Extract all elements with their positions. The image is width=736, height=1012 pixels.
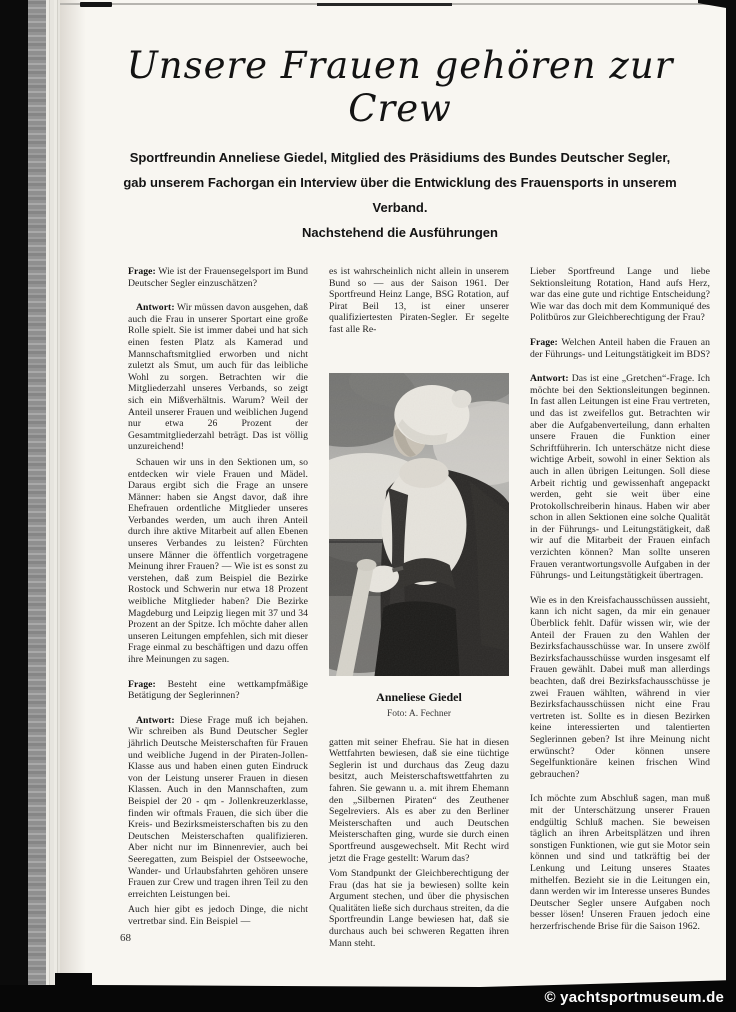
question-paragraph [128, 679, 308, 702]
paragraph-text: Vom Standpunkt der Gleichberechtigung der Frau (das hat sie ja bewiesen) sollte kein Argument stechen, und über die physischen Qualitäten ließe sich durchaus streiten, da die Sportfreundin Lange bewiesen hat, daß sie durchaus auch bei schweren Regatten ihren Mann steht. [329, 868, 509, 949]
answer-label: Antwort: [136, 714, 175, 726]
subtitle-line: Nachstehend die Ausführungen [302, 225, 498, 240]
paragraph-text: Welchen Anteil haben die Frauen an der Führungs- und Leitungstätigkeit im BDS? [530, 336, 711, 360]
article-title: Unsere Frauen gehören zur Crew [126, 44, 674, 130]
article-paragraph [128, 457, 308, 666]
paragraph-text: Lieber Sportfreund Lange und liebe Sektionsleitung Rotation, Hand aufs Herz, war das eine gute und richtige Entscheidung? Wie war das doch mit dem Kommuniqué des Politbüros zur Gleichberechtigung der Frau? [530, 266, 710, 324]
watermark-text: © yachtsportmuseum.de [544, 989, 724, 1006]
question-paragraph [530, 337, 710, 360]
paragraph-text: es ist wahrscheinlich nicht allein in unserem Bund so — aus der Saison 1961. Der Sportfreund Heinz Lange, BSG Rotation, auf Pirat Beil 13, ist einer unserer qualifiziertesten Piraten-Segler. Er segelte fast alle Re- [329, 266, 509, 335]
article-paragraph [530, 266, 710, 324]
answer-label: Antwort: [530, 373, 569, 385]
column-left [128, 266, 308, 953]
answer-paragraph [128, 715, 308, 901]
article-paragraph [329, 737, 509, 865]
paragraph-text: Ich möchte zum Abschluß sagen, man muß mit der Unterschätzung unserer Frauen endgültig Schluß machen. Sie beweisen täglich an ihren Arbeitsplätzen und ihren sonstigen Funktionen, wie gut sie Motor sein können und sind und tatkräftig bei der Lenkung und Leitung unseres Staates mithelfen. Bezieht sie in die Leitungen ein, dann werden wir im Interesse unseres Bundes Deutscher Segler unsere Aufgaben noch besser lösen! Unseren Frauen jedoch eine herzerfrischende Brise für die Saison 1962. [530, 793, 710, 932]
book-page-stack-edge [28, 0, 46, 1012]
page-number: 68 [120, 932, 131, 944]
photo-caption: Anneliese Giedel [376, 689, 462, 704]
article-paragraph [530, 595, 710, 781]
scan-artifact-mark [317, 3, 452, 6]
question-label: Frage: [530, 336, 558, 348]
book-right-black-edge [726, 0, 736, 1012]
subtitle-line: Sportfreundin Anneliese Giedel, Mitglied des Präsidiums des Bundes Deutscher Segler, [129, 150, 671, 165]
portrait-photo [329, 373, 509, 676]
portrait-photo-figure [329, 373, 509, 719]
article-paragraph [329, 266, 509, 336]
paragraph-text: Auch hier gibt es jedoch Dinge, die nicht vertretbar sind. Ein Beispiel — [128, 904, 308, 927]
photo-credit: Foto: A. Fechner [386, 708, 452, 719]
article-paragraph [329, 868, 509, 949]
paragraph-text: Besteht eine wettkampfmäßige Betätigung der Seglerinnen? [128, 678, 308, 702]
article-columns [128, 266, 710, 953]
paragraph-text: Schauen wir uns in den Sektionen um, so entdecken wir viele Frauen und Mädel. Daraus ergibt sich die Frage an unsere Männer: haben sie Angst davor, daß ihre Ehefrauen ordentliche Mitglieder unseres Verbandes werden, um auch ihren Anteil durch ihre aktive Mitarbeit auf allen Ebenen unseres Verbandes zu leisten? Fürchten unsere Männer die öffentlich vorgetragene Meinung ihrer Frauen? — Wie ist es sonst zu verstehen, daß zum Beispiel die Bezirke Rostock und Schwerin nur etwa 18 Prozent weibliche Mitglieder haben? Die Bezirke Magdeburg und Leipzig liegen mit 37 und 34 Prozent an der Spitze. Ich möchte daher allen unseren Leitungen empfehlen, sich mit dieser Frage einmal zu beschäftigen und dazu offen ihre Meinungen zu sagen. [128, 456, 308, 665]
scan-artifact-mark [80, 2, 112, 7]
book-inner-page-edges [46, 0, 60, 1012]
paragraph-text: gatten mit seiner Ehefrau. Sie hat in diesen Wettfahrten bewiesen, daß sie eine tüchtige Seglerin ist und durchaus das Zeug dazu besitzt, auch Meisterschaftswettfahrten zu fahren. Sie gewann u. a. mit ihrem Ehemann den „Silbernen Piraten“ des Zeuthener Segelreviers. Als es aber zu den Berliner Meisterschaften und auch Deutschen Meisterschaften ging, wurde sie durch einen Sportfreund ausgewechselt. Mit Recht wird jetzt die Frage gestellt: Warum das? [329, 736, 509, 864]
subtitle-line: gab unserem Fachorgan ein Interview über die Entwicklung des Frauensports in unserem Verband. [123, 175, 677, 215]
answer-paragraph [530, 373, 710, 582]
book-left-black-edge [0, 0, 28, 1012]
column-right [530, 266, 710, 953]
paragraph-text: Wie es in den Kreisfachausschüssen aussieht, kann ich nicht sagen, da mir ein genauer Überblick fehlt. Dafür wissen wir, wie der Anteil der Frauen zu den Wahlen der Bezirksfachausschüsse war. In unsere zwölf Bezirksfachausschüsse wurden insgesamt elf Frauen gewählt. Dabei muß man allerdings beachten, daß drei Bezirksfachausschüsse je zwei Frauen wählten, während in vier Bezirksfachausschüssen nicht eine Frau vertreten ist. Sollte es in diesen Bezirken keine interessierten und talentierten Seglerinnen geben? Ist ihre Meinung nicht erwünscht? Oder können unsere Segelfunktionäre keinen frischen Wind gebrauchen? [530, 594, 710, 780]
paragraph-text: Diese Frage muß ich bejahen. Wir schreiben als Bund Deutscher Segler jährlich Deutsche Meisterschaften für Frauen und weibliche Jugend in der Piraten-Jollen-Klasse aus und haben einen guten Eindruck von der Leistung unserer Frauen in diesen Klassen. Auch in den Mannschaften, zum Beispiel der 20 - qm - Jollenkreuzerklasse, finden wir oftmals Frauen, die sich über die Kreis- und Bezirksmeisterschaften bis zu den Deutschen Meisterschaften qualifizieren. Aber nicht nur im Binnenrevier, auch bei Seeregatten, zum Beispiel der Ostseewoche, Wander- und Urlaubsfahrten gehören unsere Frauen zur Crew und tragen ihren Teil zu den erreichten Leistungen bei. [128, 714, 308, 900]
paragraph-text: Das ist eine „Gretchen“-Frage. Ich möchte bei den Sektionsleitungen beginnen. In fast allen Leitungen ist eine Frau vertreten, und das ist zweifellos gut. Betrachten wir aber die Aufgabenverteilung, dann erhalten unsere Frauen die Funktion einer Schriftführerin. Ich unterschätze nicht diese wichtige Arbeit, sowohl in einer Sektion als auch in allen übrigen Leitungen. Soll diese Arbeit richtig und gewissenhaft angepackt werden, geht sie weit über eine Protokollschreiberin hinaus. Haben wir aber schon in allen Sektionen eine solche Qualität in der Führungs- und Leitungstätigkeit, daß wir auf die Mitarbeit der Frauen einfach verzichten können? Man sollte unseren Frauen verantwortungsvolle Aufgaben in der Führungs- und Leitungstätigkeit übertragen. [530, 373, 710, 582]
answer-label: Antwort: [136, 302, 175, 314]
paragraph-text: Wie ist der Frauensegelsport im Bund Deutscher Segler einzuschätzen? [128, 266, 309, 289]
article-subtitle [100, 145, 700, 245]
article-paragraph [530, 793, 710, 932]
column-middle [329, 266, 509, 953]
magazine-page [60, 0, 726, 1012]
article-paragraph [128, 904, 308, 927]
answer-paragraph [128, 302, 308, 453]
paragraph-text: Wir müssen davon ausgehen, daß auch die Frau in unserer Sportart eine große Rolle spielt. Sie ist immer dabei und hat sich einen festen Platz als Kamerad und Mannschaftsmitglied erworben und nicht zuletzt als Smut, um auch für das leibliche Wohl zu sorgen. Betrachten wir die Mitgliederzahl unseres Verbands, so zeigt sich ein Mißverhältnis. Warum? Weil der Anteil unserer Frauen und weiblichen Jugend nur etwa 26 Prozent der Gesamtmitgliederzahl beträgt. Das ist völlig unzureichend! [128, 302, 308, 453]
article-header [100, 44, 700, 245]
question-paragraph [128, 266, 308, 289]
question-label: Frage: [128, 678, 156, 690]
question-label: Frage: [128, 266, 156, 277]
